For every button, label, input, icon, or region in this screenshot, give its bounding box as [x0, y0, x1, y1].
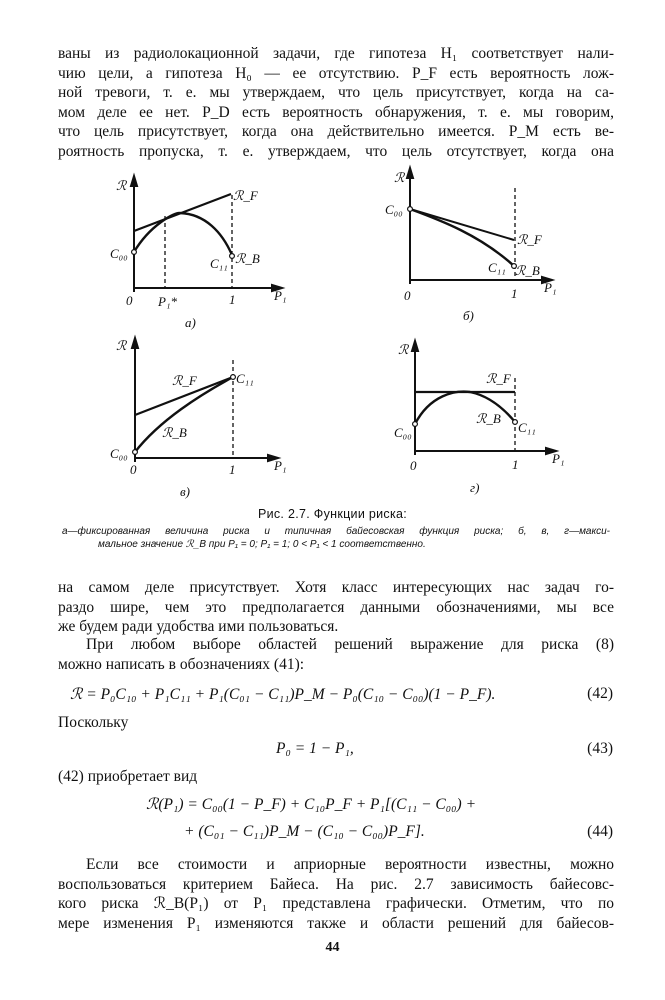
- equation-44-line1: ℛ(P₁) = C₀₀(1 − P_F) + C₁₀P_F + P₁[(C₁₁ − C₀₀) +: [146, 796, 477, 813]
- panel-a-c11-point: [230, 254, 235, 259]
- text-line: (42) приобретает вид: [58, 768, 198, 785]
- panel-v-origin: 0: [130, 462, 137, 477]
- panel-b-c11-label: C₁₁: [488, 260, 506, 275]
- text-line: что цель присутствует, когда она действительно имеется. P_M есть ве-: [58, 123, 614, 140]
- panel-g-graph: [412, 341, 556, 455]
- panel-v-c11-point: [231, 375, 236, 380]
- panel-b-rb-label: ℛ_B: [515, 263, 540, 278]
- panel-b-origin: 0: [404, 288, 411, 303]
- since-text: [58, 713, 614, 733]
- second-paragraph: [58, 635, 614, 674]
- text-line: раздо шире, чем это предполагается данными обозначениями, мы все: [58, 598, 614, 616]
- panel-a-pstar: P₁*: [158, 294, 177, 309]
- panel-g-y-label: ℛ: [398, 342, 409, 357]
- panel-b-one: 1: [511, 286, 518, 301]
- panel-b-y-arrow: [407, 168, 413, 178]
- panel-a-c11-label: C₁₁: [210, 256, 228, 271]
- equation-43: P₀ = 1 − P₁,: [276, 740, 354, 757]
- panel-b-rf-label: ℛ_F: [517, 232, 542, 247]
- equation-42-number: (42): [587, 685, 613, 702]
- figure-caption-body: [62, 525, 610, 551]
- text-line: Поскольку: [58, 714, 129, 731]
- equation-44-line2: + (C₀₁ − C₁₁)P_M − (C₁₀ − C₀₀)P_F].: [184, 823, 425, 840]
- text-line: ваны из радиолокационной задачи, где гипотеза H₁ соответствует нали-: [58, 45, 614, 62]
- panel-g-one: 1: [512, 457, 519, 472]
- text-line: же будем ради удобства ими пользоваться.: [58, 618, 339, 635]
- panel-v-y-arrow: [132, 338, 138, 348]
- figure-caption-title: Рис. 2.7. Функции риска:: [257, 507, 408, 521]
- panel-a-origin: 0: [126, 293, 133, 308]
- panel-a-caption: а): [185, 315, 196, 330]
- text-line: Если все стоимости и априорные вероятности известны, можно: [86, 856, 614, 873]
- panel-a-one: 1: [229, 292, 236, 307]
- caption-line: а—фиксированная величина риска и типичная байесовская функция риска; б, в, г—макси-: [62, 526, 610, 537]
- panel-v-x-label: P₁: [274, 458, 287, 473]
- equation-43-number: (43): [587, 740, 613, 757]
- panel-a-x-label: P₁: [274, 288, 287, 303]
- panel-a-graph: [131, 176, 282, 292]
- text-line: кого риска ℛ_B(P₁) от P₁ представлена графически. Отметим, что по: [58, 895, 614, 912]
- panel-b-caption: б): [463, 308, 474, 323]
- panel-v-c11-label: C₁₁: [236, 371, 254, 386]
- panel-g-x-label: P₁: [552, 451, 565, 466]
- text-line: чию цели, а гипотеза H₀ — ее отсутствию. P_F есть вероятность лож-: [58, 64, 614, 82]
- panel-a-rb-label: ℛ_B: [235, 251, 260, 266]
- panel-a-c00-point: [132, 250, 137, 255]
- bottom-paragraph: [58, 855, 614, 933]
- panel-g-rb-label: ℛ_B: [476, 411, 501, 426]
- panel-b-y-label: ℛ: [394, 170, 405, 185]
- panel-v-y-label: ℛ: [116, 338, 127, 353]
- panel-v-rb-label: ℛ_B: [162, 425, 187, 440]
- panel-g-caption: г): [470, 480, 480, 495]
- panel-g-rf-label: ℛ_F: [486, 371, 511, 386]
- equation-42: ℛ = P₀C₁₀ + P₁C₁₁ + P₁(C₀₁ − C₁₁)P_M − P₀(C₁₀ − C₀₀)(1 − P_F).: [70, 686, 496, 703]
- panel-g-origin: 0: [410, 458, 417, 473]
- panel-v-graph: [132, 338, 278, 462]
- panel-v-one: 1: [229, 462, 236, 477]
- takes-form-text: [58, 767, 614, 787]
- panel-g-c11-label: C₁₁: [518, 420, 536, 435]
- text-line: на самом деле присутствует. Хотя класс интересующих нас задач го-: [58, 579, 614, 596]
- panel-v-c00-point: [133, 450, 138, 455]
- panel-v-rb-curve: [135, 377, 233, 452]
- panel-b-rb-curve: [410, 209, 514, 266]
- panel-b-x-label: P₁: [544, 280, 557, 295]
- equation-44-number: (44): [587, 823, 613, 840]
- text-line: воспользоваться критерием Байеса. На рис. 2.7 зависимость байесовс-: [58, 875, 614, 893]
- panel-g-c00-label: C₀₀: [394, 425, 412, 440]
- panel-a-y-arrow: [131, 176, 137, 186]
- text-line: мом деле ее нет. P_D есть вероятность обнаружения, т. е. мы говорим,: [58, 103, 614, 121]
- panel-b-c00-label: C₀₀: [385, 202, 403, 217]
- text-line: роятность пропуска, т. е. утверждаем, что цель отсутствует, когда она: [58, 142, 614, 160]
- panel-a-c00-label: C₀₀: [110, 246, 128, 261]
- text-line: При любом выборе областей решений выражение для риска (8): [86, 636, 614, 653]
- panel-g-y-arrow: [412, 341, 418, 351]
- middle-paragraph: [58, 578, 614, 637]
- panel-g-c11-point: [513, 420, 518, 425]
- text-line: ной тревоги, т. е. мы утверждаем, что цель присутствует, когда на са-: [58, 84, 614, 101]
- panel-v-caption: в): [180, 484, 190, 499]
- text-line: можно написать в обозначениях (41):: [58, 655, 305, 673]
- caption-line: мальное значение ℛ_B при P₁ = 0; P₁ = 1; 0 < P₁ < 1 соответственно.: [98, 539, 426, 550]
- panel-g-c00-point: [413, 422, 418, 427]
- page-number: 44: [325, 940, 340, 955]
- panel-a-y-label: ℛ: [116, 178, 127, 193]
- panel-a-rb-curve: [134, 213, 232, 255]
- panel-b-c00-point: [408, 207, 413, 212]
- panel-v-rf-label: ℛ_F: [172, 373, 197, 388]
- text-line: мере изменения P₁ изменяются также и области решений для байесов-: [58, 914, 614, 932]
- panel-a-rf-label: ℛ_F: [233, 188, 258, 203]
- panel-v-c00-label: C₀₀: [110, 446, 128, 461]
